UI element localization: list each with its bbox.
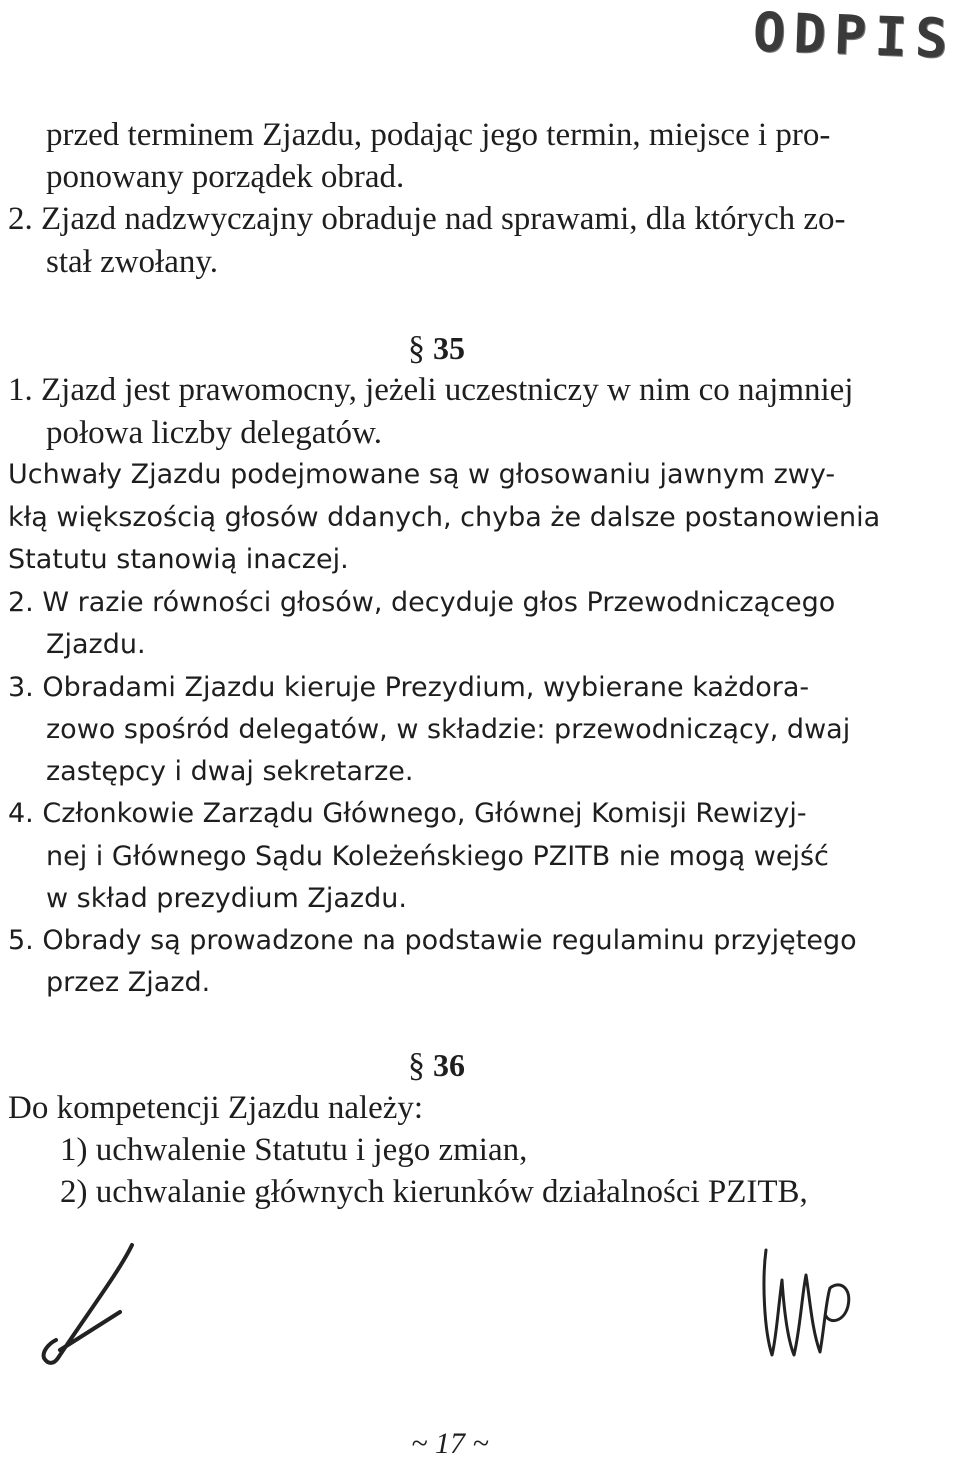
- text-line: 5. Obrady są prowadzone na podstawie regulaminu przyjętego: [8, 925, 857, 956]
- text-line: nej i Głównego Sądu Koleżeńskiego PZITB nie mogą wejść: [46, 841, 829, 872]
- text-line: przez Zjazd.: [46, 967, 211, 998]
- list-item: 1) uchwalenie Statutu i jego zmian,: [60, 1132, 528, 1168]
- page-number: ~ 17 ~: [411, 1427, 489, 1460]
- text-line: połowa liczby delegatów.: [46, 415, 382, 451]
- section-symbol: §: [408, 1047, 425, 1084]
- signature-left: [30, 1240, 150, 1370]
- text-line: w skład prezydium Zjazdu.: [46, 883, 407, 914]
- text-line: ponowany porządek obrad.: [46, 159, 405, 195]
- section-heading-36: [408, 1045, 465, 1086]
- text-line: Zjazdu.: [46, 629, 146, 660]
- text-line: stał zwołany.: [46, 244, 218, 280]
- signature-right: [750, 1240, 870, 1370]
- section-number: 35: [433, 330, 465, 366]
- text-line: 1. Zjazd jest prawomocny, jeżeli uczestniczy w nim co najmniej: [8, 372, 854, 408]
- text-line: Do kompetencji Zjazdu należy:: [8, 1090, 424, 1126]
- section-number: 36: [433, 1047, 465, 1083]
- text-line: zastępcy i dwaj sekretarze.: [46, 756, 414, 787]
- text-line: Statutu stanowią inaczej.: [8, 544, 349, 575]
- text-line: 2. Zjazd nadzwyczajny obraduje nad sprawami, dla których zo-: [8, 201, 846, 237]
- text-line: Uchwały Zjazdu podejmowane są w głosowaniu jawnym zwy-: [8, 459, 836, 490]
- text-line: zowo spośród delegatów, w składzie: przewodniczący, dwaj: [46, 714, 851, 745]
- section-symbol: §: [408, 330, 425, 367]
- text-line: 2. W razie równości głosów, decyduje głos Przewodniczącego: [8, 587, 836, 618]
- odpis-stamp: ODPIS: [752, 0, 958, 71]
- section-heading-35: [408, 328, 465, 369]
- text-line: 3. Obradami Zjazdu kieruje Prezydium, wybierane każdora-: [8, 672, 810, 703]
- list-item: 2) uchwalanie głównych kierunków działalności PZITB,: [60, 1174, 808, 1210]
- text-line: 4. Członkowie Zarządu Głównego, Głównej Komisji Rewizyj-: [8, 798, 807, 829]
- text-line: kłą większością głosów ddanych, chyba że dalsze postanowienia: [8, 502, 881, 533]
- text-line: przed terminem Zjazdu, podając jego termin, miejsce i pro-: [46, 117, 831, 153]
